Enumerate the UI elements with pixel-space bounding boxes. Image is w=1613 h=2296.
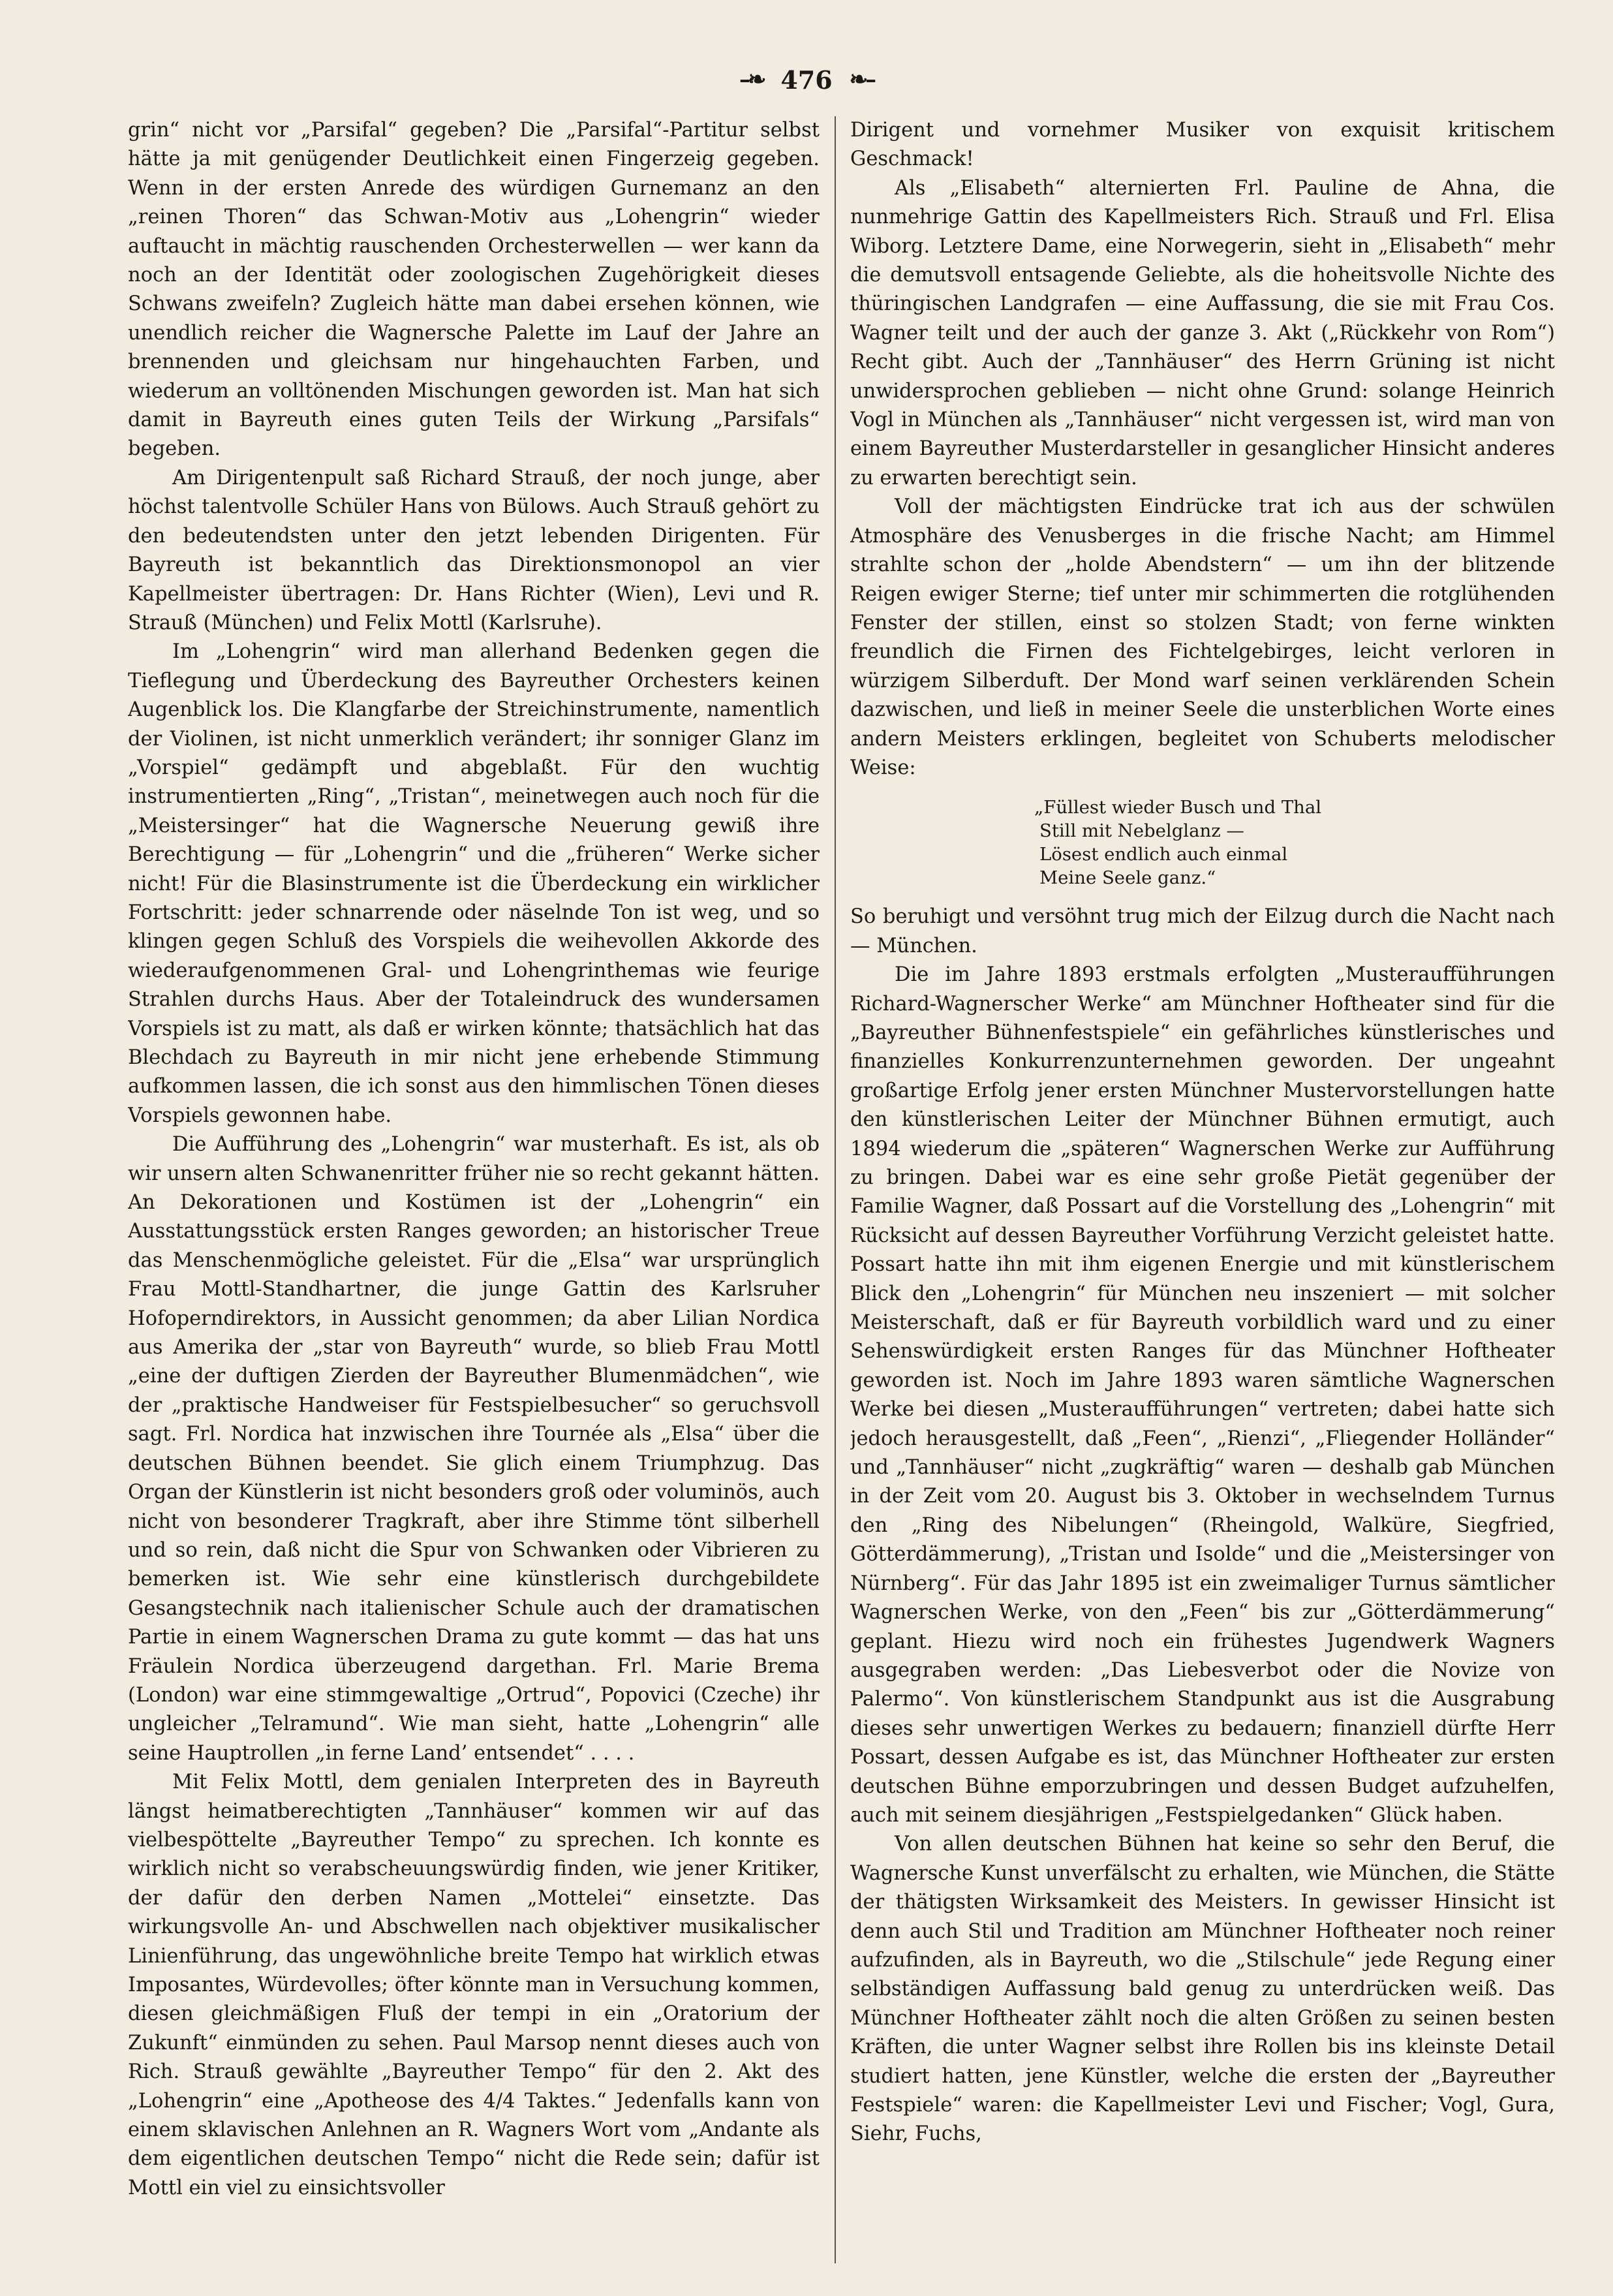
paragraph: So beruhigt und versöhnt trug mich der Eilzug durch die Nacht nach — München. — [850, 905, 1555, 957]
paragraph: Dirigent und vornehmer Musiker von exquisit kritischem Geschmack! — [850, 119, 1555, 171]
paragraph: Die Aufführung des „Lohengrin“ war musterhaft. Es ist, als ob wir unsern alten Schwanenritter früher nie so recht gekannt hätten. An Dekorationen und Kostümen ist der „Lohengrin“ ein Ausstattungsstück ersten Ranges geworden; an historischer Treue das Menschenmögliche geleistet. Für die „Elsa“ war ursprünglich Frau Mottl-Standhartner, die junge Gattin des Karlsruher Hofoperndirektors, in Aussicht genommen; da aber Lilian Nordica aus Amerika der „star von Bayreuth“ wurde, so blieb Frau Mottl „eine der duftigen Zierden der Bayreuther Blumenmädchen“, wie der „praktische Handweiser für Festspielbesucher“ so geruchsvoll sagt. Frl. Nordica hat inzwischen ihre Tournée als „Elsa“ über die deutschen Bühnen beendet. Sie glich einem Triumphzug. Das Organ der Künstlerin ist nicht besonders groß oder voluminös, auch nicht von besonderer Tragkraft, aber ihre Stimme tönt silberhell und so rein, daß nicht die Spur von Schwanken oder Vibrieren zu bemerken ist. Wie sehr eine künstlerisch durchgebildete Gesangstechnik nach italienischer Schule auch der dramatischen Partie in einem Wagnerschen Drama zu gute kommt — das hat uns Fräulein Nordica überzeugend dargethan. Frl. Marie Brema (London) war eine stimmgewaltige „Ortrud“, Popovici (Czeche) ihr ungleicher „Telramund“. Wie man sieht, hatte „Lohengrin“ alle seine Hauptrollen „in ferne Land’ entsendet“ . . . . — [128, 1133, 820, 1765]
right-column — [850, 116, 1555, 2263]
poem-line: Meine Seele ganz.“ — [1039, 867, 1216, 889]
column-divider — [835, 116, 836, 2263]
page-header — [0, 60, 1613, 99]
poem-line: Lösest endlich auch einmal — [1039, 844, 1288, 865]
paragraph: grin“ nicht vor „Parsifal“ gegeben? Die „Parsifal“-Partitur selbst hätte ja mit genügender Deutlichkeit einen Fingerzeig gegeben. Wenn in der ersten Anrede des würdigen Gurnemanz an den „reinen Thoren“ das Schwan-Motiv aus „Lohengrin“ wieder auftaucht in mächtig rauschenden Orchesterwellen — wer kann da noch an der Identität oder zoologischen Zugehörigkeit dieses Schwans zweifeln? Zugleich hätte man dabei ersehen können, wie unendlich reicher die Wagnersche Palette im Lauf der Jahre an brennenden und gleichsam nur hingehauchten Farben, und wiederum an volltönenden Mischungen geworden ist. Man hat sich damit in Bayreuth eines guten Teils der Wirkung „Parsifals“ begeben. — [128, 119, 820, 461]
page-number: 476 — [780, 65, 833, 95]
paragraph: Die im Jahre 1893 erstmals erfolgten „Musteraufführungen Richard-Wagnerscher Werke“ am Münchner Hoftheater sind für die „Bayreuther Bühnenfestspiele“ ein gefährliches künstlerisches und finanzielles Konkurrenzunternehmen geworden. Der ungeahnt großartige Erfolg jener ersten Münchner Mustervorstellungen hatte den künstlerischen Leiter der Münchner Bühnen ermutigt, auch 1894 wiederum die „späteren“ Wagnerschen Werke zur Aufführung zu bringen. Dabei war es eine sehr große Pietät gegenüber der Familie Wagner, daß Possart auf die Vorstellung des „Lohengrin“ mit Rücksicht auf dessen Bayreuther Vorführung Verzicht geleistet hatte. Possart hatte ihn mit ihm eigenen Energie und mit künstlerischem Blick den „Lohengrin“ für München neu inszeniert — mit solcher Meisterschaft, daß er für Bayreuth vorbildlich ward und zu einer Sehenswürdigkeit ersten Ranges für das Münchner Hoftheater geworden ist. Noch im Jahre 1893 waren sämtliche Wagnerschen Werke bei diesen „Musteraufführungen“ vertreten; dabei hatte sich jedoch herausgestellt, daß „Feen“, „Rienzi“, „Fliegender Holländer“ und „Tannhäuser“ nicht „zugkräftig“ waren — deshalb gab München in der Zeit vom 20. August bis 3. Oktober in wechselndem Turnus den „Ring des Nibelungen“ (Rheingold, Walküre, Siegfried, Götterdämmerung), „Tristan und Isolde“ und die „Meistersinger von Nürnberg“. Für das Jahr 1895 ist ein zweimaliger Turnus sämtlicher Wagnerschen Werke, von den „Feen“ bis zur „Götterdämmerung“ geplant. Hiezu wird noch ein frühestes Jugendwerk Wagners ausgegraben werden: „Das Liebesverbot oder die Novize von Palermo“. Von künstlerischem Standpunkt aus ist die Ausgrabung dieses sehr unwertigen Werkes zu bedauern; finanziell dürfte Herr Possart, dessen Aufgabe es ist, das Münchner Hoftheater zur ersten deutschen Bühne emporzubringen und dessen Budget aufzuhelfen, auch mit seinem diesjährigen „Festspielgedanken“ Glück haben. — [850, 963, 1555, 1827]
paragraph: Im „Lohengrin“ wird man allerhand Bedenken gegen die Tieflegung und Überdeckung des Bayreuther Orchesters keinen Augenblick los. Die Klangfarbe der Streichinstrumente, namentlich der Violinen, ist nicht unmerklich verändert; ihr sonniger Glanz im „Vorspiel“ gedämpft und abgeblaßt. Für den wuchtig instrumentierten „Ring“, „Tristan“, meinetwegen auch noch für die „Meistersinger“ hat die Wagnersche Neuerung gewiß ihre Berechtigung — für „Lohengrin“ und die „früheren“ Werke sicher nicht! Für die Blasinstrumente ist die Überdeckung ein wirklicher Fortschritt: jeder schnarrende oder näselnde Ton ist weg, und so klingen gegen Schluß des Vorspiels die weihevollen Akkorde des wiederaufgenommenen Gral- und Lohengrinthemas wie feurige Strahlen durchs Haus. Aber der Totaleindruck des wundersamen Vorspiels ist zu matt, als daß er wirken könnte; thatsächlich hat das Blechdach zu Bayreuth in mir nicht jene erhebende Stimmung aufkommen lassen, die ich sonst aus den himmlischen Tönen dieses Vorspiels gewonnen habe. — [128, 640, 820, 1127]
paragraph: Mit Felix Mottl, dem genialen Interpreten des in Bayreuth längst heimatberechtigten „Tannhäuser“ kommen wir auf das vielbespöttelte „Bayreuther Tempo“ zu sprechen. Ich konnte es wirklich nicht so verabscheuungswürdig finden, wie jener Kritiker, der dafür den derben Namen „Mottelei“ einsetzte. Das wirkungsvolle An- und Abschwellen nach objektiver musikalischer Linienführung, das ungewöhnliche breite Tempo hat wirklich etwas Imposantes, Würdevolles; öfter könnte man in Versuchung kommen, diesen gleichmäßigen Fluß der tempi in ein „Oratorium der Zukunft“ einmünden zu sehen. Paul Marsop nennt dieses auch von Rich. Strauß gewählte „Bayreuther Tempo“ für den 2. Akt des „Lohengrin“ eine „Apotheose des 4/4 Taktes.“ Jedenfalls kann von einem sklavischen Anlehnen an R. Wagners Wort vom „Andante als dem eigentlichen deutschen Tempo“ nicht die Rede sein; dafür ist Mottl ein viel zu einsichtsvoller — [128, 1771, 820, 2199]
poem-quote — [1034, 796, 1555, 890]
ornament-left-icon: –❧ — [739, 67, 764, 93]
paragraph: Voll der mächtigsten Eindrücke trat ich aus der schwülen Atmosphäre des Venusberges in die frische Nacht; am Himmel strahlte schon der „holde Abendstern“ — um ihn der blitzende Reigen ewiger Sterne; tief unter mir schimmerten die rotglühenden Fenster der stillen, einst so stolzen Stadt; von ferne winkten freundlich die Firnen des Fichtelgebirges, leicht verloren in würzigem Silberduft. Der Mond warf seinen verklärenden Schein dazwischen, und ließ in meiner Seele die unsterblichen Worte eines andern Meisters erklingen, begleitet von Schuberts melodischer Weise: — [850, 495, 1555, 779]
ornament-right-icon: ❧– — [849, 67, 874, 93]
poem-line: „Füllest wieder Busch und Thal — [1034, 797, 1322, 818]
paragraph: Am Dirigentenpult saß Richard Strauß, der noch junge, aber höchst talentvolle Schüler Hans von Bülows. Auch Strauß gehört zu den bedeutendsten unter den jetzt lebenden Dirigenten. Für Bayreuth ist bekanntlich das Direktionsmonopol an vier Kapellmeister übertragen: Dr. Hans Richter (Wien), Levi und R. Strauß (München) und Felix Mottl (Karlsruhe). — [128, 466, 820, 634]
paragraph: Von allen deutschen Bühnen hat keine so sehr den Beruf, die Wagnersche Kunst unverfälscht zu erhalten, wie München, die Stätte der thätigsten Wirksamkeit des Meisters. In gewisser Hinsicht ist denn auch Stil und Tradition am Münchner Hoftheater noch reiner aufzufinden, als in Bayreuth, wo die „Stilschule“ jede Regung einer selbständigen Auffassung bald genug zu unterdrücken weiß. Das Münchner Hoftheater zählt noch die alten Größen zu seinen besten Kräften, die unter Wagner selbst ihre Rollen bis ins kleinste Detail studiert hatten, jene Künstler, welche die ersten der „Bayreuther Festspiele“ waren: die Kapellmeister Levi und Fischer; Vogl, Gura, Siehr, Fuchs, — [850, 1833, 1555, 2146]
paragraph: Als „Elisabeth“ alternierten Frl. Pauline de Ahna, die nunmehrige Gattin des Kapellmeisters Rich. Strauß und Frl. Elisa Wiborg. Letztere Dame, eine Norwegerin, sieht in „Elisabeth“ mehr die demutsvoll entsagende Geliebte, als die hoheitsvolle Nichte des thüringischen Landgrafen — eine Auffassung, die sie mit Frau Cos. Wagner teilt und der auch der ganze 3. Akt („Rückkehr von Rom“) Recht gibt. Auch der „Tannhäuser“ des Herrn Grüning ist nicht unwidersprochen geblieben — nicht ohne Grund: solange Heinrich Vogl in München als „Tannhäuser“ nicht vergessen ist, wird man von einem Bayreuther Musterdarsteller in gesanglicher Hinsicht anderes zu erwarten berechtigt sein. — [850, 176, 1555, 489]
left-column — [128, 116, 820, 2263]
poem-line: Still mit Nebelglanz — — [1039, 820, 1244, 842]
